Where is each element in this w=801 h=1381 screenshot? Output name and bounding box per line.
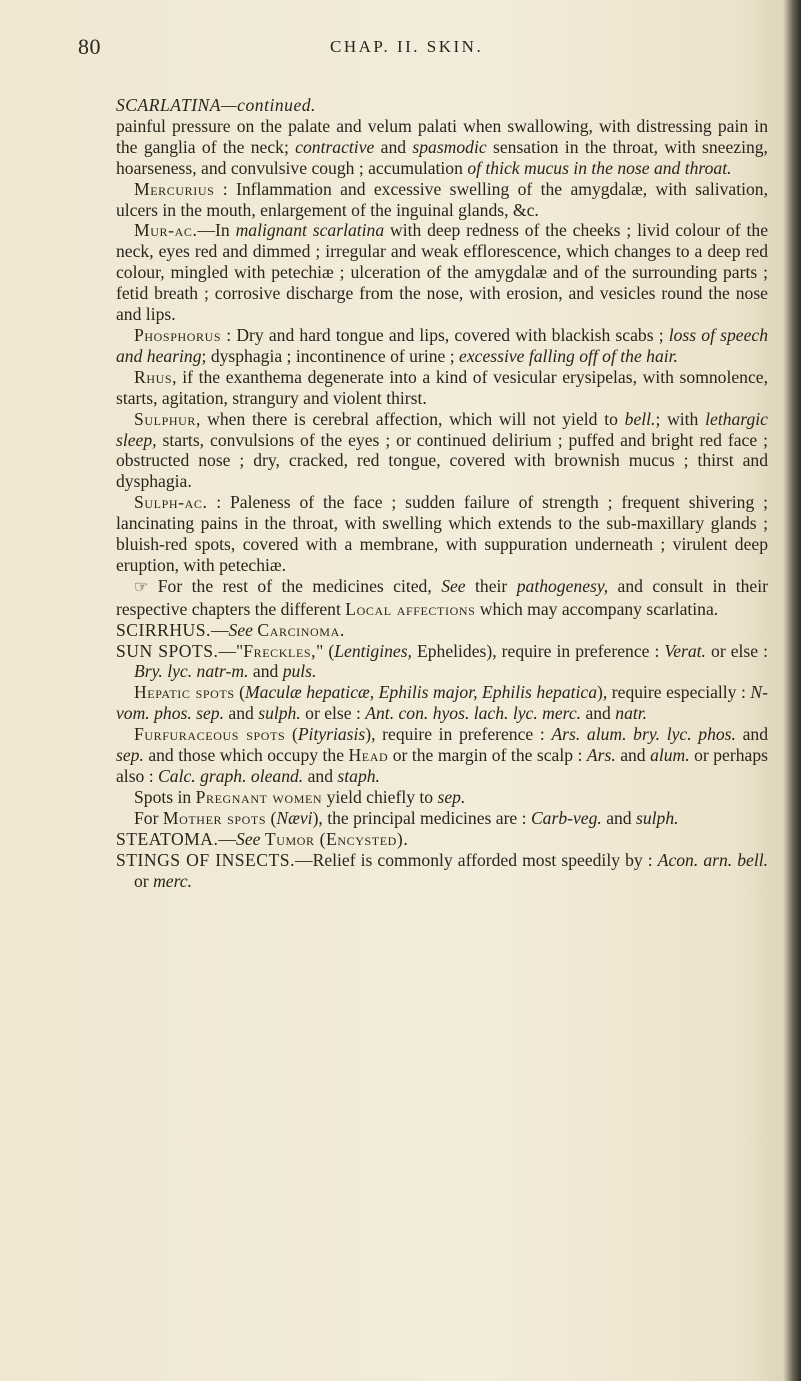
text-run: or	[134, 870, 149, 891]
text-run: ), require especially :	[597, 682, 746, 703]
page-edge-shadow	[783, 0, 801, 1381]
smallcaps-run: Tumor (Encysted).	[264, 828, 409, 849]
text-run: " (	[316, 640, 335, 661]
text-run: and	[307, 766, 333, 786]
text-run: : Inflammation and excessive swelling of the amygdalæ, with salivation, ulcers in the mouth, enlargement of the inguinal glands, &c.	[116, 178, 768, 220]
entry-title: SUN SPOTS.	[116, 640, 219, 661]
text-run: : Dry and hard tongue and lips, covered with blackish scabs ;	[221, 324, 664, 345]
text-run: or perhaps also :	[116, 745, 768, 786]
italic-run: Verat.	[664, 640, 706, 661]
text-run: ; with	[655, 408, 699, 429]
italic-run: natr.	[615, 703, 648, 724]
body-text	[116, 95, 768, 891]
text-run: (	[239, 682, 246, 703]
text-run: yield chiefly to	[326, 786, 434, 807]
smallcaps-run: Mother spots	[162, 807, 267, 828]
italic-run: Calc. graph. oleand.	[158, 766, 304, 786]
italic-run: malignant scarlatina	[235, 220, 385, 241]
text-run: which may accompany scarlatina.	[479, 598, 719, 619]
italic-run: Pityriasis	[297, 724, 366, 745]
text-run: For	[134, 807, 159, 828]
italic-run: puls.	[282, 661, 317, 682]
entry-stings-of-insects	[116, 850, 768, 892]
text-run: and	[380, 136, 407, 157]
italic-run: loss of speech and hearing	[116, 324, 768, 366]
italic-run: sep.	[437, 786, 466, 807]
text-run: —	[218, 828, 237, 849]
text-run: : Paleness of the face ; sudden failure of strength ; frequent shivering ; lancinating pains in the throat, with swelling which extends to the sub-maxillary glands ; bluish-red spots, covered with a membrane, with suppuration underneath ; virulent deep eruption, with petechiæ.	[116, 492, 768, 575]
text-run: ; dysphagia ; incontinence of urine ;	[201, 345, 455, 366]
text-run: ), the principal medicines are :	[312, 807, 527, 828]
text-run: ), require in preference :	[365, 724, 545, 745]
paragraph-rhus	[116, 367, 768, 409]
remedy-name: Sulph-ac.	[134, 492, 208, 513]
entry-sun-spots	[116, 641, 768, 683]
smallcaps-run: Carcinoma.	[257, 619, 345, 640]
italic-run: Bry. lyc. natr-m.	[134, 661, 249, 682]
paragraph-phosphorus	[116, 325, 768, 367]
remedy-name: Phosphorus	[134, 324, 222, 345]
italic-run: Acon. arn. bell.	[657, 849, 769, 870]
section-title	[116, 95, 768, 116]
paragraph-intro	[116, 116, 768, 179]
italic-run: Nævi	[276, 807, 313, 828]
italic-run: Ars.	[586, 745, 616, 766]
entry-title: STEATOMA.	[116, 828, 219, 849]
text-run: —"	[218, 640, 244, 661]
italic-run: of thick mucus in the nose and throat.	[467, 157, 732, 178]
remedy-name: Sulphur	[134, 408, 196, 429]
paragraph-note	[116, 576, 768, 620]
smallcaps-run: Freckles,	[243, 640, 317, 661]
paragraph-mercurius	[116, 179, 768, 221]
italic-run: spasmodic	[412, 136, 487, 157]
entry-title: STINGS OF INSECTS.	[116, 849, 295, 870]
text-run: and consult in their respective chapters the different	[116, 575, 768, 619]
italic-run: See	[441, 575, 466, 596]
text-run: and those which occupy the	[148, 745, 345, 766]
text-run: starts, convulsions of the eyes ; or continued delirium ; puffed and bright red face ; obstructed nose ; dry, cracked, red tongue, covered with brownish mucus ; thirst and dysphagia.	[116, 429, 768, 492]
text-run: —Relief is commonly afforded most speedily by :	[294, 849, 653, 870]
smallcaps-run: Pregnant women	[195, 786, 323, 807]
text-run: painful pressure on the palate and velum palati when swallowing, with distressing pain in the ganglia of the neck;	[116, 115, 768, 157]
italic-run: sulph.	[636, 807, 679, 828]
text-run: , if the exanthema degenerate into a kind of vesicular erysipelas, with somnolence, starts, agitation, strangury and violent thirst.	[116, 366, 768, 408]
text-run: and	[228, 703, 254, 724]
text-run: and	[585, 703, 611, 724]
remedy-name: Mur-ac.	[134, 220, 198, 241]
paragraph-mother-spots	[116, 808, 768, 829]
italic-run: excessive falling off of the hair.	[459, 345, 678, 366]
spot-type-name: Hepatic spots	[134, 682, 235, 703]
italic-run: sep.	[116, 745, 144, 766]
remedy-name: Rhus	[134, 366, 173, 387]
text-run: sensation in the throat, with sneezing, hoarseness, and convulsive cough ; accumulation	[116, 136, 768, 178]
section-title-text: SCARLATINA—continued.	[116, 95, 316, 115]
text-run: or else :	[305, 703, 361, 724]
text-run: and	[620, 745, 646, 766]
italic-run: Carb-veg.	[530, 807, 602, 828]
text-run: (	[270, 807, 277, 828]
text-run: —	[210, 619, 229, 640]
text-run: —In	[197, 220, 230, 241]
text-run: Spots in	[134, 786, 192, 807]
italic-run: lethargic sleep,	[116, 408, 768, 450]
text-run: For the rest of the medicines cited,	[148, 575, 432, 596]
entry-steatoma	[116, 829, 768, 850]
smallcaps-run: Local affections	[345, 598, 476, 619]
italic-run: Ars. alum. bry. lyc. phos.	[551, 724, 736, 745]
paragraph-furfuraceous-spots	[116, 724, 768, 787]
italic-run: contractive	[295, 136, 375, 157]
text-run: , when there is cerebral affection, which will not yield to	[196, 408, 618, 429]
paragraph-hepatic-spots	[116, 682, 768, 724]
chapter-heading: CHAP. II. SKIN.	[330, 37, 484, 56]
italic-run: alum.	[650, 745, 690, 766]
remedy-name: Mercurius	[134, 178, 215, 199]
paragraph-sulphur	[116, 409, 768, 493]
spot-type-name: Furfuraceous spots	[134, 724, 286, 745]
italic-run: merc.	[153, 870, 192, 891]
italic-run: Maculæ hepaticæ, Ephilis major, Ephilis hepatica	[245, 682, 597, 703]
italic-run: See	[228, 619, 253, 640]
text-run: with deep redness of the cheeks ; livid colour of the neck, eyes red and dimmed ; irregular and weak efflorescence, which changes to a deep red colour, mingled with petechiæ ; ulceration of the amygdalæ and of the surrounding parts ; fetid breath ; corrosive discharge from the nose, with erosion, and vesicles round the nose and lips.	[116, 220, 769, 325]
entry-scirrhus	[116, 620, 768, 641]
text-run: or else :	[711, 640, 768, 661]
italic-run: N-vom. phos. sep.	[116, 682, 768, 724]
paragraph-pregnant-women	[116, 787, 768, 808]
text-run: and	[742, 724, 768, 745]
text-run: their	[475, 575, 508, 596]
smallcaps-run: Head	[348, 745, 389, 766]
paragraph-sulph-ac	[116, 492, 768, 576]
italic-run: bell.	[624, 408, 656, 429]
italic-run: pathogenesy,	[516, 575, 609, 596]
entry-title: SCIRRHUS.	[116, 619, 211, 640]
italic-run: Lentigines,	[334, 640, 412, 661]
text-run: and	[606, 807, 632, 828]
italic-run: Ant. con. hyos. lach. lyc. merc.	[365, 703, 582, 724]
italic-run: See	[236, 828, 261, 849]
paragraph-mur-ac	[116, 220, 768, 325]
text-run: (	[291, 724, 298, 745]
text-run: Ephelides), require in preference :	[416, 640, 660, 661]
italic-run: sulph.	[258, 703, 301, 724]
text-run: or the margin of the scalp :	[392, 745, 583, 766]
italic-run: staph.	[337, 766, 380, 786]
pointing-hand-icon: ☞	[134, 578, 149, 596]
page-number: 80	[78, 34, 101, 59]
text-run: and	[252, 661, 279, 682]
running-head	[0, 34, 801, 64]
